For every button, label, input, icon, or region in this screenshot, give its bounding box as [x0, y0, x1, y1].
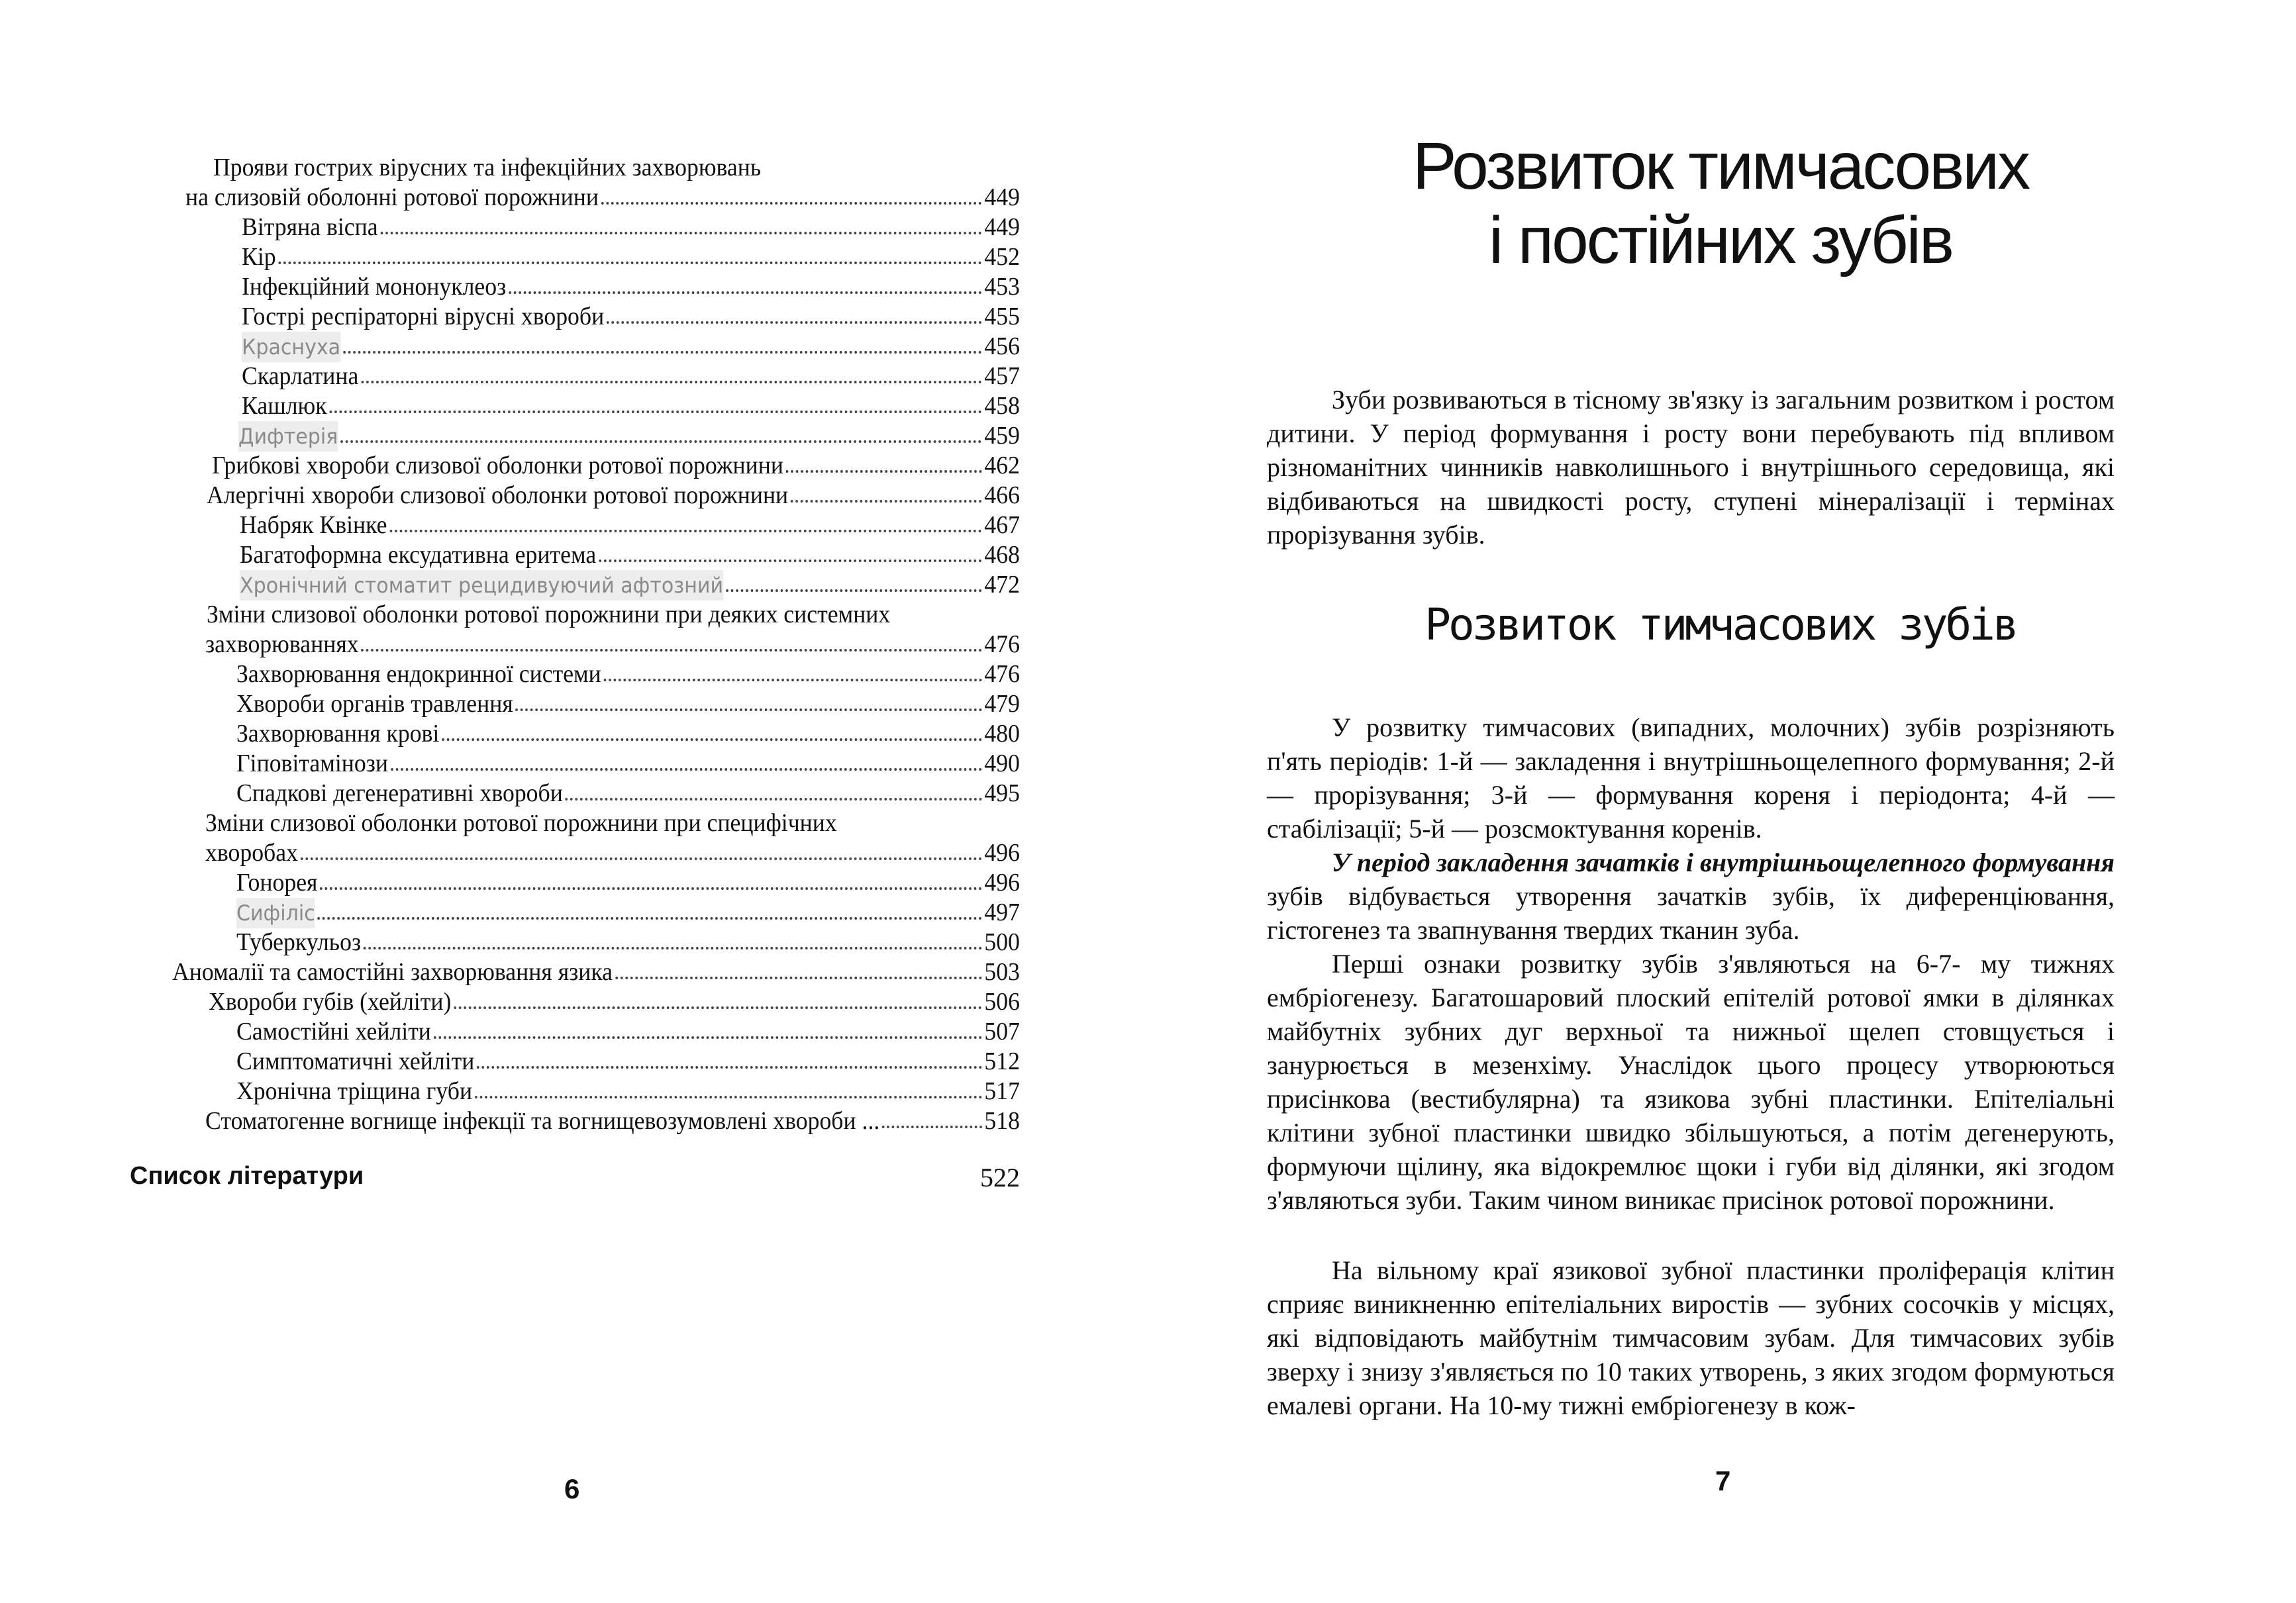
toc-entry-page: 497	[984, 899, 1020, 926]
toc-leader-dots	[434, 1036, 982, 1039]
toc-entry-page: 449	[984, 183, 1020, 211]
paragraph-formation: У період закладення зачатків і внутрішньощелепного формування зубів відбувається утворення зачатків зубів, їх диференціювання, гістогенез та звапнування твердих тканин зуба.	[1267, 848, 2115, 945]
chapter-title-line-2: і постійних зубів	[1489, 203, 1952, 277]
toc-heading-line: Зміни слизової оболонки ротової порожнини при специфічних	[205, 809, 837, 837]
toc-entry-page: 457	[984, 362, 1020, 390]
toc-entry[interactable]	[240, 540, 1020, 570]
toc-leader-dots	[509, 291, 982, 294]
toc-leader-dots	[343, 351, 982, 354]
toc-entry-title: Самостійні хейліти	[236, 1018, 431, 1045]
toc-entry-title: Дифтерія	[238, 421, 338, 452]
toc-leader-dots	[607, 321, 982, 324]
toc-entry-title: Інфекційний мононуклеоз	[242, 273, 507, 301]
toc-entry-page: 518	[984, 1107, 1020, 1135]
toc-entry-page: 517	[984, 1077, 1020, 1105]
toc-entry-page: 472	[984, 571, 1020, 599]
toc-entry[interactable]	[240, 510, 1020, 540]
toc-leader-dots	[361, 649, 981, 652]
chapter-title	[1346, 129, 2095, 277]
toc-entry-page: 456	[984, 332, 1020, 360]
toc-entry-title: хворобах	[205, 839, 298, 867]
toc-entry-page: 507	[984, 1018, 1020, 1045]
toc-entry[interactable]	[205, 629, 1020, 659]
toc-entry-title: Гонорея	[236, 869, 318, 897]
toc-entry[interactable]	[185, 182, 1020, 213]
emphasis-text: У період закладення зачатків і внутрішньощелепного формування	[1332, 848, 2115, 877]
toc-entry-page: 503	[984, 958, 1020, 986]
toc-entry-title: Спадкові дегенеративні хвороби	[236, 779, 563, 807]
toc-leader-dots	[340, 440, 982, 443]
toc-entry[interactable]	[205, 838, 1020, 868]
toc-entry-title: Краснуха	[242, 332, 340, 362]
intro-paragraph: Зуби розвиваються в тісному зв'язку із загальним розвитком і ростом дитини. У період формування і росту вони перебувають під впливом різноманітних чинників навколишнього і внутрішнього середовища, які відбиваються на швидкості росту, ступені мінералізації і термінах прорізування зубів.	[1267, 385, 2115, 550]
toc-entry[interactable]	[238, 420, 1020, 451]
toc-entry-title: Набряк Квінке	[240, 511, 387, 539]
toc-leader-dots	[329, 411, 981, 413]
toc-entry[interactable]	[236, 689, 1020, 719]
toc-entry-title: Стоматогенне вогнище інфекції та вогнищевозумовлені хвороби ...	[205, 1107, 880, 1135]
toc-entry-title: Скарлатина	[242, 362, 359, 390]
toc-entry[interactable]	[172, 957, 1020, 987]
toc-entry-title: Грибкові хвороби слизової оболонки ротової порожнини	[212, 452, 784, 479]
toc-heading-line: Зміни слизової оболонки ротової порожнини при деяких системних	[207, 601, 891, 628]
toc-entry[interactable]	[242, 242, 1020, 272]
toc-entry-page: 496	[984, 839, 1020, 867]
toc-entry[interactable]	[236, 1046, 1020, 1077]
bibliography-page: 522	[980, 1163, 1020, 1192]
toc-entry[interactable]	[242, 301, 1020, 332]
toc-entry-page: 479	[984, 690, 1020, 718]
toc-leader-dots	[380, 232, 981, 234]
paragraph-papillae: На вільному краї язикової зубної пластинки проліферація клітин сприяє виникненню епітеліальних виростів — зубних сосочків у місцях, які відповідають майбутнім тимчасовим зубам. Для тимчасових зубів зверху і знизу з'являється по 10 таких утворень, з яких згодом формуються емалеві органи. На 10-му тижні ембріогенезу в кож-	[1267, 1255, 2115, 1420]
toc-entry-page: 453	[984, 273, 1020, 301]
toc-entry-page: 480	[984, 720, 1020, 748]
toc-entry[interactable]	[236, 718, 1020, 749]
toc-leader-dots	[301, 857, 982, 860]
toc-leader-dots	[361, 381, 982, 383]
toc-entry-title: Гострі респіраторні вірусні хвороби	[242, 303, 605, 330]
toc-leader-dots	[791, 500, 982, 503]
bibliography-entry	[130, 1162, 1020, 1199]
toc-entry-page: 495	[984, 779, 1020, 807]
toc-leader-dots	[516, 708, 982, 711]
toc-leader-dots	[599, 559, 982, 562]
toc-leader-dots	[601, 202, 982, 205]
toc-entry[interactable]	[242, 361, 1020, 391]
toc-entry[interactable]	[236, 897, 1020, 928]
toc-leader-dots	[475, 1096, 982, 1098]
toc-leader-dots	[318, 917, 982, 920]
toc-entry[interactable]	[209, 987, 1020, 1017]
toc-entry-title: захворюваннях	[205, 630, 359, 658]
toc-entry-title: Алергічні хвороби слизової оболонки ротової порожнини	[207, 481, 789, 509]
toc-leader-dots	[364, 947, 982, 949]
toc-entry-title: Захворювання крові	[236, 720, 440, 748]
toc-leader-dots	[615, 977, 982, 979]
toc-entry-page: 452	[984, 243, 1020, 271]
toc-entry-title: Хронічний стоматит рецидивуючий афтозний	[240, 570, 723, 601]
toc-entry[interactable]	[240, 569, 1020, 600]
toc-entry-title: Вітряна віспа	[242, 213, 378, 241]
toc-heading-line: Прояви гострих вірусних та інфекційних захворювань	[213, 154, 762, 181]
toc-leader-dots	[726, 589, 982, 592]
toc-leader-dots	[278, 262, 981, 264]
toc-leader-dots	[477, 1066, 982, 1069]
toc-entry[interactable]	[236, 748, 1020, 779]
section-title: Розвиток тимчасових зубів	[1424, 599, 2017, 650]
toc-entry-title: Сифіліс	[236, 898, 315, 928]
toc-entry[interactable]	[236, 1076, 1020, 1106]
toc-entry[interactable]	[236, 1016, 1020, 1047]
toc-leader-dots	[786, 470, 982, 473]
toc-leader-dots	[566, 798, 982, 801]
bibliography-label: Список літератури	[130, 1162, 364, 1190]
toc-entry[interactable]	[242, 391, 1020, 421]
toc-leader-dots	[882, 1126, 982, 1128]
toc-entry-page: 512	[984, 1047, 1020, 1075]
toc-entry-page: 506	[984, 988, 1020, 1016]
toc-entry-page: 468	[984, 541, 1020, 569]
toc-entry-title: Кашлюк	[242, 392, 327, 420]
toc-entry[interactable]	[242, 271, 1020, 302]
toc-entry[interactable]	[205, 1106, 1020, 1136]
toc-entry-page: 490	[984, 750, 1020, 777]
toc-entry-title: Гіповітамінози	[236, 750, 388, 777]
toc-entry-page: 476	[984, 630, 1020, 658]
toc-entry-title: Багатоформна ексудативна еритема	[240, 541, 597, 569]
toc-entry-page: 500	[984, 928, 1020, 956]
toc-leader-dots	[454, 1006, 982, 1009]
toc-leader-dots	[320, 887, 981, 890]
toc-entry-page: 462	[984, 452, 1020, 479]
toc-entry-page: 459	[984, 422, 1020, 450]
paragraph-periods: У розвитку тимчасових (випадних, молочних) зубів розрізняють п'ять періодів: 1-й — закладення і внутрішньощелепного формування; 2-й — прорізування; 3-й — формування кореня і періодонта; 4-й — стабілізації; 5-й — розсмоктування коренів.	[1267, 712, 2115, 844]
toc-entry-page: 476	[984, 660, 1020, 688]
paragraph-first-signs: Перші ознаки розвитку зубів з'являються на 6-7- му тижнях ембріогенезу. Багатошаровий плоский епітелій ротової ямки в ділянках майбутніх зубних дуг верхньої та нижньої щелеп стовщується і занурюється в мезенхіму. Унаслідок цього процесу утворюються присінкова (вестибулярна) та язикова зубні пластинки. Епітеліальні клітини зубної пластинки швидко збільшуються, а потім дегенерують, формуючи щілину, яка відокремлює щоки і губи від ділянки, які згодом з'являються зуби. Таким чином виникає присінок ротової порожнини.	[1267, 949, 2115, 1215]
toc-entry[interactable]	[212, 450, 1020, 481]
toc-entry[interactable]	[236, 927, 1020, 957]
toc-entry-page: 458	[984, 392, 1020, 420]
toc-leader-dots	[391, 768, 982, 771]
right-page	[1148, 0, 2296, 1603]
toc-entry-page: 467	[984, 511, 1020, 539]
toc-entry-title: Туберкульоз	[236, 928, 362, 956]
left-page-number: 6	[564, 1473, 580, 1504]
chapter-title-line-1: Розвиток тимчасових	[1412, 129, 2029, 203]
toc-entry-page: 466	[984, 481, 1020, 509]
toc-entry[interactable]	[207, 480, 1020, 510]
toc-entry-page: 449	[984, 213, 1020, 241]
toc-entry-page: 455	[984, 303, 1020, 330]
toc-entry[interactable]	[242, 331, 1020, 362]
toc-entry-title: Симптоматичні хейліти	[236, 1047, 475, 1075]
toc-entry-title: на слизовій оболонні ротової порожнини	[185, 183, 599, 211]
toc-entry-title: Кір	[242, 243, 276, 271]
toc-entry[interactable]	[236, 867, 1020, 898]
right-page-number: 7	[1715, 1465, 1731, 1496]
toc-entry[interactable]	[236, 659, 1020, 689]
toc-entry[interactable]	[242, 212, 1020, 242]
toc-leader-dots	[389, 530, 981, 532]
toc-entry-title: Хвороби органів травлення	[236, 690, 513, 718]
toc-entry-title: Захворювання ендокринної системи	[236, 660, 601, 688]
toc-entry-page: 496	[984, 869, 1020, 897]
toc-entry-title: Аномалії та самостійні захворювання язика	[172, 958, 613, 986]
toc-leader-dots	[442, 738, 982, 741]
toc-entry[interactable]	[236, 778, 1020, 808]
toc-entry-title: Хронічна тріщина губи	[236, 1077, 473, 1105]
toc-leader-dots	[604, 679, 982, 681]
toc-entry-title: Хвороби губів (хейліти)	[209, 988, 452, 1016]
